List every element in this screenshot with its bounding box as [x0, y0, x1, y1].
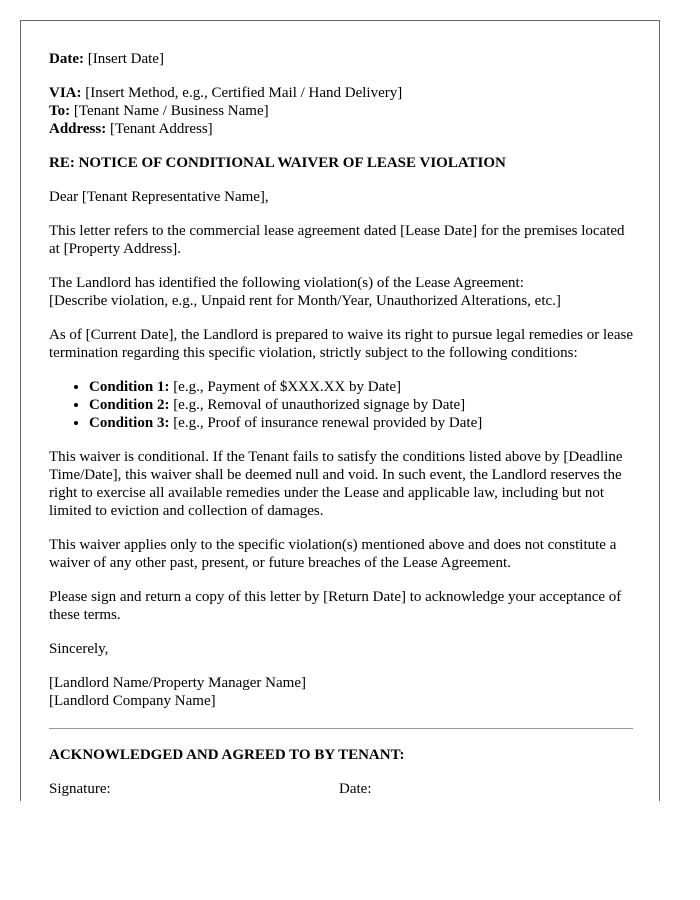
to-label: To: [49, 103, 71, 119]
signature-date-label: Date: [339, 781, 372, 797]
landlord-signature-block [49, 674, 633, 710]
intro-paragraph: This letter refers to the commercial lease agreement dated [Lease Date] for the premises located at [Property Address]. [49, 223, 625, 257]
condition-text: [e.g., Removal of unauthorized signage by Date] [169, 397, 466, 413]
condition-item [89, 396, 633, 414]
subject-line: RE: NOTICE OF CONDITIONAL WAIVER OF LEASE VIOLATION [49, 155, 506, 171]
address-label: Address: [49, 121, 107, 137]
address-value: [Tenant Address] [106, 121, 213, 137]
letter-content [49, 50, 633, 798]
date-label: Date: [49, 51, 84, 67]
via-value: [Insert Method, e.g., Certified Mail / Hand Delivery] [81, 85, 403, 101]
condition-item [89, 414, 633, 432]
via-line [49, 84, 633, 102]
tenant-signature-row [49, 780, 633, 798]
violation-line-1: The Landlord has identified the following violation(s) of the Lease Agreement: [49, 275, 524, 291]
violation-line-2: [Describe violation, e.g., Unpaid rent for Month/Year, Unauthorized Alterations, etc.] [49, 293, 561, 309]
recipient-block [49, 84, 633, 138]
to-line [49, 102, 633, 120]
condition-item [89, 378, 633, 396]
conditions-list [49, 378, 633, 432]
condition-label: Condition 3: [89, 415, 170, 431]
landlord-company: [Landlord Company Name] [49, 693, 216, 709]
letter-page [20, 20, 660, 801]
to-value: [Tenant Name / Business Name] [70, 103, 269, 119]
condition-label: Condition 2: [89, 397, 170, 413]
section-divider [49, 728, 633, 729]
scope-paragraph: This waiver applies only to the specific violation(s) mentioned above and does not constitute a waiver of any other past, present, or future breaches of the Lease Agreement. [49, 537, 617, 571]
condition-text: [e.g., Proof of insurance renewal provided by Date] [169, 415, 483, 431]
date-line [49, 50, 633, 68]
signature-label: Signature: [49, 781, 111, 797]
address-line [49, 120, 633, 138]
sign-off: Sincerely, [49, 641, 109, 657]
waiver-offer-paragraph: As of [Current Date], the Landlord is prepared to waive its right to pursue legal remedies or lease termination regarding this specific violation, strictly subject to the following conditions: [49, 327, 633, 361]
landlord-name: [Landlord Name/Property Manager Name] [49, 675, 306, 691]
violation-paragraph [49, 274, 633, 310]
conditional-paragraph: This waiver is conditional. If the Tenant fails to satisfy the conditions listed above by [Deadline Time/Date], this waiver shall be deemed null and void. In such event, the Landlord reserves the right to exercise all available remedies under the Lease and applicable law, including but not limited to eviction and collection of damages. [49, 449, 623, 519]
acknowledgment-heading: ACKNOWLEDGED AND AGREED TO BY TENANT: [49, 747, 405, 763]
condition-label: Condition 1: [89, 379, 170, 395]
return-paragraph: Please sign and return a copy of this letter by [Return Date] to acknowledge your acceptance of these terms. [49, 589, 622, 623]
salutation: Dear [Tenant Representative Name], [49, 189, 269, 205]
date-value: [Insert Date] [83, 51, 164, 67]
condition-text: [e.g., Payment of $XXX.XX by Date] [169, 379, 402, 395]
via-label: VIA: [49, 85, 82, 101]
